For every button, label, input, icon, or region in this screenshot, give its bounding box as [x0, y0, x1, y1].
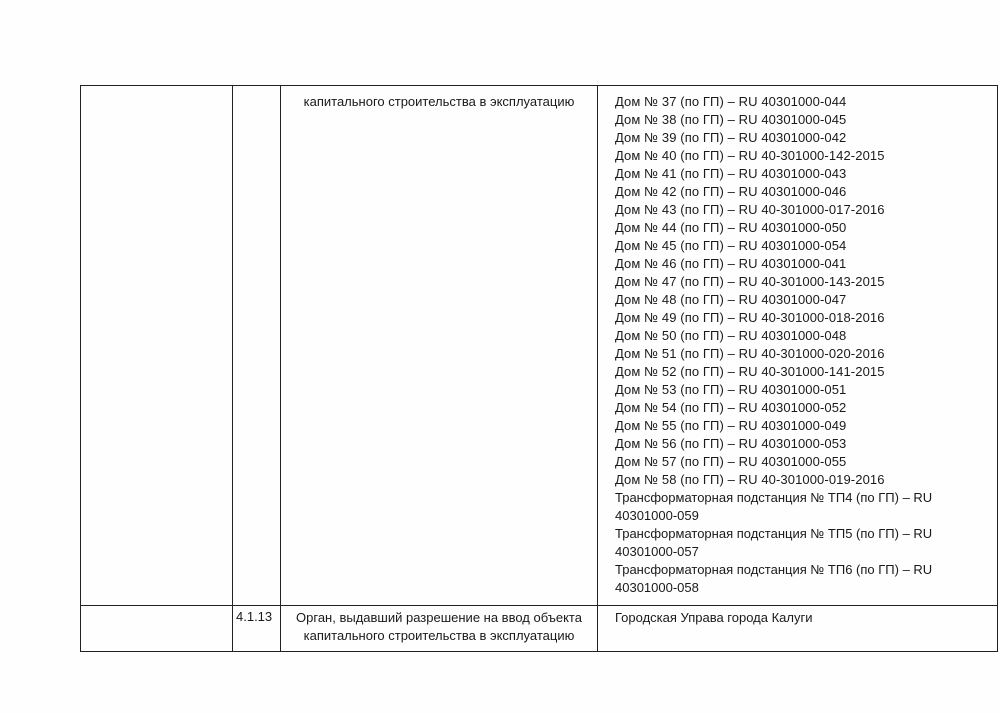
number-cell [233, 606, 281, 652]
list-item: Дом № 37 (по ГП) – RU 40301000-044 [615, 94, 847, 109]
list-item: Дом № 44 (по ГП) – RU 40301000-050 [615, 220, 847, 235]
list-item: Дом № 39 (по ГП) – RU 40301000-042 [615, 130, 847, 145]
permits-table [80, 85, 998, 652]
description-text: капитального строительства в эксплуатацию [303, 94, 575, 109]
list-item: Дом № 48 (по ГП) – RU 40301000-047 [615, 292, 847, 307]
description-cell [281, 86, 598, 606]
description-text: Орган, выдавший разрешение на ввод объекта капитального строительства в эксплуатацию [296, 610, 582, 643]
list-item: Дом № 57 (по ГП) – RU 40301000-055 [615, 454, 847, 469]
list-item: Трансформаторная подстанция № ТП5 (по ГП) – RU 40301000-057 [615, 526, 933, 559]
list-item: Дом № 41 (по ГП) – RU 40301000-043 [615, 166, 847, 181]
list-item: Дом № 56 (по ГП) – RU 40301000-053 [615, 436, 847, 451]
houses-list [598, 86, 997, 597]
value-cell [598, 86, 998, 606]
list-item: Дом № 49 (по ГП) – RU 40-301000-018-2016 [615, 310, 885, 325]
description-cell [281, 606, 598, 652]
list-item: Трансформаторная подстанция № ТП6 (по ГП) – RU 40301000-058 [615, 562, 933, 595]
list-item: Дом № 54 (по ГП) – RU 40301000-052 [615, 400, 847, 415]
table-row [81, 86, 998, 606]
table-row [81, 606, 998, 652]
list-item: Дом № 38 (по ГП) – RU 40301000-045 [615, 112, 847, 127]
list-item: Дом № 51 (по ГП) – RU 40-301000-020-2016 [615, 346, 885, 361]
list-item: Дом № 40 (по ГП) – RU 40-301000-142-2015 [615, 148, 885, 163]
list-item: Дом № 47 (по ГП) – RU 40-301000-143-2015 [615, 274, 885, 289]
list-item: Дом № 50 (по ГП) – RU 40301000-048 [615, 328, 847, 343]
list-item: Трансформаторная подстанция № ТП4 (по ГП) – RU 40301000-059 [615, 490, 933, 523]
list-item: Дом № 45 (по ГП) – RU 40301000-054 [615, 238, 847, 253]
list-item: Дом № 42 (по ГП) – RU 40301000-046 [615, 184, 847, 199]
list-item: Дом № 43 (по ГП) – RU 40-301000-017-2016 [615, 202, 885, 217]
list-item: Дом № 55 (по ГП) – RU 40301000-049 [615, 418, 847, 433]
row-number: 4.1.13 [236, 609, 273, 624]
list-item: Дом № 52 (по ГП) – RU 40-301000-141-2015 [615, 364, 885, 379]
value-cell [598, 606, 998, 652]
list-item: Дом № 53 (по ГП) – RU 40301000-051 [615, 382, 847, 397]
list-item: Дом № 46 (по ГП) – RU 40301000-041 [615, 256, 847, 271]
section-cell [81, 606, 233, 652]
number-cell [233, 86, 281, 606]
section-cell [81, 86, 233, 606]
value-text: Городская Управа города Калуги [615, 610, 813, 625]
list-item: Дом № 58 (по ГП) – RU 40-301000-019-2016 [615, 472, 885, 487]
